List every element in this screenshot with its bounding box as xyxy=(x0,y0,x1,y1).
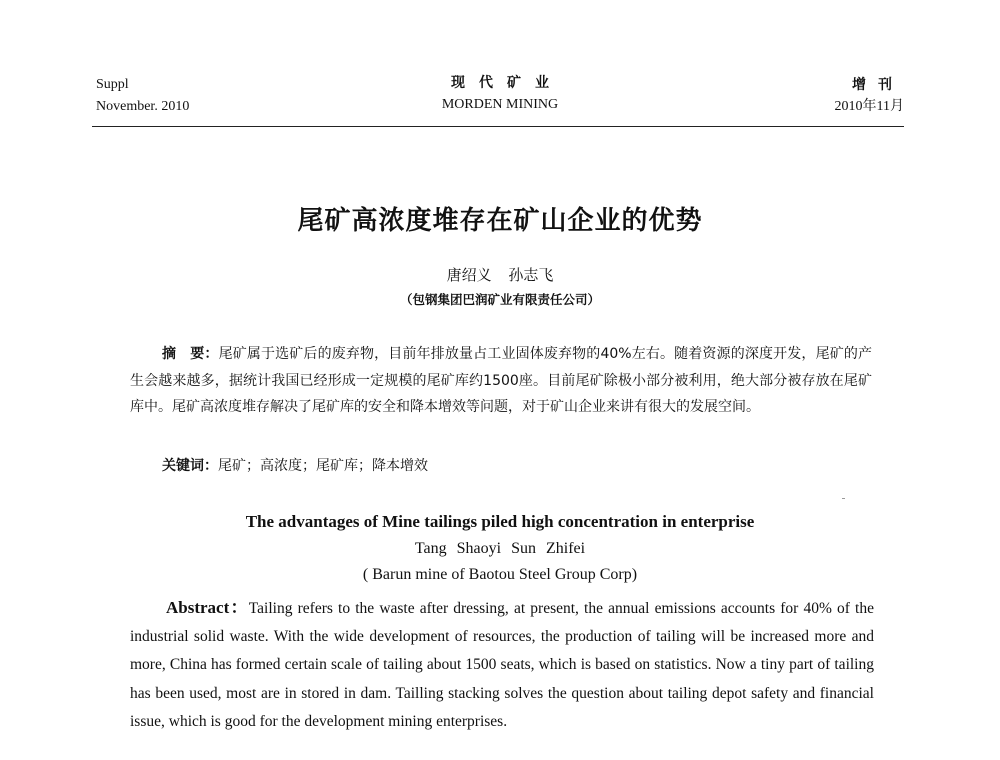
abstract-zh xyxy=(130,341,872,421)
keywords-zh xyxy=(162,455,428,475)
abstract-en xyxy=(130,594,874,736)
paper-title-zh: 尾矿高浓度堆存在矿山企业的优势 xyxy=(297,206,703,236)
abstract-text-en: Tailing refers to the waste after dressing, at present, the annual emissions accounts for 40% of the industrial solid waste. With the wide development of resources, the production of tailing will be increased more and more, China has formed certain scale of tailing about 1500 seats, which is based on statistics. Now a tiny part of tailing has been used, most are in stored in dam. Tailling stacking solves the question about tailing depot safety and financial issue, which is good for the development mining enterprises. xyxy=(130,600,874,730)
abstract-label-en: Abstract： xyxy=(166,598,249,617)
issue-date-en: November. 2010 xyxy=(96,99,190,114)
journal-header-right xyxy=(835,74,904,118)
scan-speck xyxy=(842,498,845,499)
keywords-label-zh: 关键词： xyxy=(162,458,218,474)
authors-zh: 唐绍义 孙志飞 xyxy=(446,266,554,284)
header-divider xyxy=(92,126,904,127)
supplement-label-zh: 增刊 xyxy=(852,77,904,93)
affiliation-zh: （包钢集团巴润矿业有限责任公司） xyxy=(399,292,600,307)
affiliation-en: ( Barun mine of Baotou Steel Group Corp) xyxy=(362,566,638,583)
supplement-label: Suppl xyxy=(96,77,129,92)
abstract-label-zh: 摘 要： xyxy=(162,346,219,362)
journal-name-en: MORDEN MINING xyxy=(441,97,559,112)
authors-en: Tang Shaoyi Sun Zhifei xyxy=(414,540,586,557)
abstract-text-zh: 尾矿属于选矿后的废弃物，目前年排放量占工业固体废弃物的40%左右。随着资源的深度开发，尾矿的产生会越来越多，据统计我国已经形成一定规模的尾矿库约1500座。目前尾矿除极小部分被利用，绝大部分被存放在尾矿库中。尾矿高浓度堆存解决了尾矿库的安全和降本增效等问题，对于矿山企业来讲有很大的发展空间。 xyxy=(130,346,872,415)
issue-date-zh: 2010年11月 xyxy=(834,99,904,114)
paper-title-en: The advantages of Mine tailings piled high concentration in enterprise xyxy=(245,512,755,531)
journal-name-zh: 现代矿业 xyxy=(451,75,563,91)
keywords-text-zh: 尾矿；高浓度；尾矿库；降本增效 xyxy=(218,458,428,474)
